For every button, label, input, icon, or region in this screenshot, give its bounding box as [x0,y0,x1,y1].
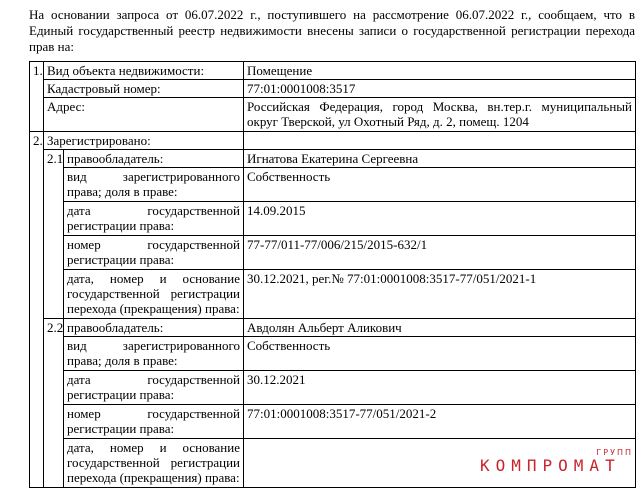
row-value: 30.12.2021, рег.№ 77:01:0001008:3517-77/051/2021-1 [244,270,636,319]
row-value: Собственность [244,337,636,371]
intro-paragraph: На основании запроса от 06.07.2022 г., поступившего на рассмотрение 06.07.2022 г., сообщаем, что в Единый государственный реестр недвижимости внесены записи о государственной регистрации перехода прав на: [29,7,635,54]
row-label: дата, номер и основание государственной регистрации перехода (прекращения) права: [64,270,244,319]
row-value: Авдолян Альберт Аликович [244,319,636,337]
row-value: Российская Федерация, город Москва, вн.тер.г. муниципальный округ Тверской, ул Охотный Ряд, д. 2, помещ. 1204 [244,98,636,132]
row-value: Игнатова Екатерина Сергеевна [244,150,636,168]
row-value: Помещение [244,62,636,80]
table-row [30,98,636,132]
row-value: 30.12.2021 [244,371,636,405]
row-value: 77:01:0001008:3517 [244,80,636,98]
row-label: вид зарегистрированного права; доля в праве: [64,168,244,202]
table-row [30,80,636,98]
row-label: вид зарегистрированного права; доля в праве: [64,337,244,371]
table-row [30,62,636,80]
table-row [30,236,636,270]
row-value: 77:01:0001008:3517-77/051/2021-2 [244,405,636,439]
row-label: дата государственной регистрации права: [64,202,244,236]
row-value [244,132,636,150]
section-number: 1. [30,62,44,132]
table-row [30,405,636,439]
watermark-logo [480,448,635,478]
table-row [30,168,636,202]
row-label: номер государственной регистрации права: [64,236,244,270]
row-label: правообладатель: [64,319,244,337]
row-value: 14.09.2015 [244,202,636,236]
watermark-sub: ГРУПП [596,448,633,457]
row-label: номер государственной регистрации права: [64,405,244,439]
row-value: Собственность [244,168,636,202]
watermark-main: КОМПРОМАТ [480,456,621,475]
row-label: Кадастровый номер: [44,80,244,98]
table-row [30,270,636,319]
registry-table [29,61,636,488]
table-row [30,150,636,168]
table-row [30,319,636,337]
row-label: дата, номер и основание государственной регистрации перехода (прекращения) права: [64,439,244,488]
table-row [30,337,636,371]
row-label: Вид объекта недвижимости: [44,62,244,80]
row-value: 77-77/011-77/006/215/2015-632/1 [244,236,636,270]
row-label: правообладатель: [64,150,244,168]
subsection-number: 2.1 [44,150,64,319]
row-label: дата государственной регистрации права: [64,371,244,405]
row-label: Зарегистрировано: [44,132,244,150]
subsection-number: 2.2 [44,319,64,488]
row-label: Адрес: [44,98,244,132]
table-row [30,371,636,405]
table-row [30,132,636,150]
table-row [30,202,636,236]
section-number: 2. [30,132,44,488]
